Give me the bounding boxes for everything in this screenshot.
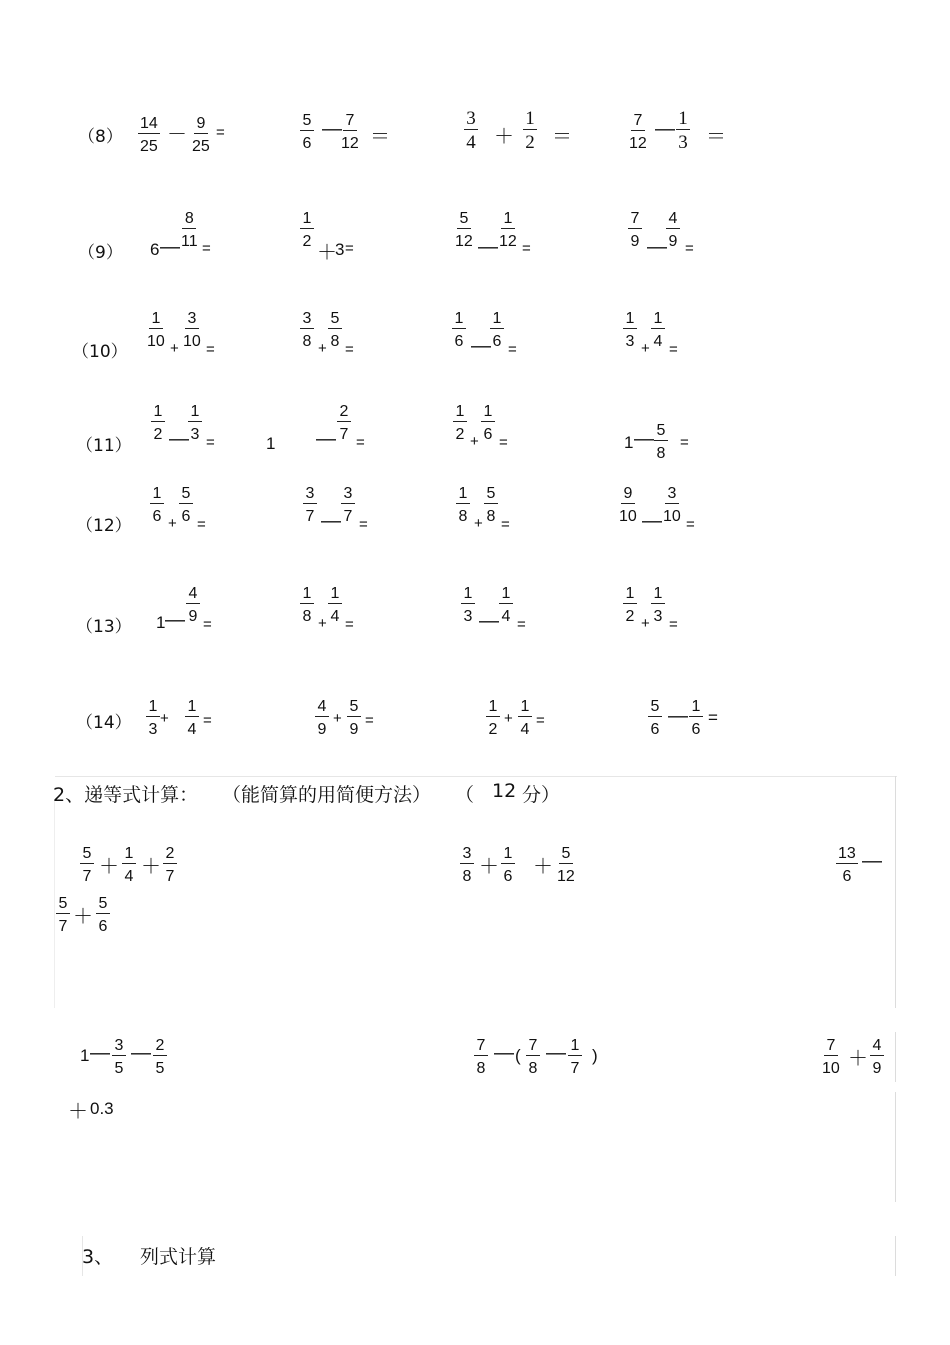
right-paren: ) xyxy=(592,1046,598,1065)
section-title: 列式计算 xyxy=(140,1246,217,1268)
denominator: 6 xyxy=(650,721,660,738)
denominator: 4 xyxy=(520,721,530,738)
numerator: 1 xyxy=(501,845,515,864)
denominator: 6 xyxy=(152,508,162,525)
numerator: 1 xyxy=(623,585,637,604)
denominator: 4 xyxy=(501,608,511,625)
numerator: 5 xyxy=(654,422,668,441)
denominator: 12 xyxy=(341,135,359,152)
operator: — xyxy=(316,428,336,450)
decimal-number: 0.3 xyxy=(90,1099,114,1118)
equals-sign: = xyxy=(680,434,689,451)
numerator: 7 xyxy=(628,210,642,229)
operator: + xyxy=(470,433,479,450)
operator: — xyxy=(668,705,688,727)
denominator: 3 xyxy=(625,333,635,350)
denominator: 4 xyxy=(466,132,476,153)
numerator: 5 xyxy=(80,845,94,864)
numerator: 1 xyxy=(328,585,342,604)
denominator: 10 xyxy=(183,333,201,350)
numerator: 3 xyxy=(303,485,317,504)
equals-sign: = xyxy=(517,616,526,633)
operator: + xyxy=(168,515,177,532)
operator: ＋ xyxy=(99,856,119,878)
equals-sign: = xyxy=(536,712,545,729)
numerator: 1 xyxy=(676,110,690,130)
denominator: 2 xyxy=(525,132,535,153)
denominator: 6 xyxy=(483,426,493,443)
numerator: 1 xyxy=(452,310,466,329)
numerator: 5 xyxy=(347,698,361,717)
section-note: （能简算的用简便方法） xyxy=(222,784,432,806)
operator: — xyxy=(90,1042,110,1064)
numerator: 3 xyxy=(112,1037,126,1056)
whole-number: 6 xyxy=(150,240,160,259)
operator: — xyxy=(479,610,499,632)
numerator: 1 xyxy=(150,485,164,504)
denominator: 5 xyxy=(155,1060,165,1077)
operator: — xyxy=(321,510,341,532)
numerator: 5 xyxy=(457,210,471,229)
denominator: 12 xyxy=(499,233,517,250)
denominator: 4 xyxy=(187,721,197,738)
denominator: 9 xyxy=(630,233,640,250)
equals-sign: = xyxy=(708,708,718,727)
numerator: 7 xyxy=(343,112,357,131)
operator: — xyxy=(655,118,675,140)
numerator: 1 xyxy=(151,403,165,422)
equals-sign: = xyxy=(685,240,694,257)
score-points: 12 xyxy=(492,780,517,802)
equals-sign: = xyxy=(365,712,374,729)
equals-sign: = xyxy=(202,240,211,257)
operator: － xyxy=(167,124,187,146)
denominator: 3 xyxy=(653,608,663,625)
numerator: 1 xyxy=(300,585,314,604)
numerator: 5 xyxy=(179,485,193,504)
numerator: 14 xyxy=(140,115,158,132)
whole-number: 1 xyxy=(80,1046,90,1065)
numerator: 1 xyxy=(518,698,532,717)
whole-number: 1 xyxy=(624,433,634,452)
operator: + xyxy=(641,340,650,357)
operator: + xyxy=(641,615,650,632)
operator: — xyxy=(131,1042,151,1064)
equals-sign: ＝ xyxy=(552,126,572,148)
whole-number: 1 xyxy=(266,434,276,453)
equals-sign: = xyxy=(508,341,517,358)
numerator: 2 xyxy=(337,403,351,422)
numerator: 3 xyxy=(460,845,474,864)
operator: — xyxy=(546,1042,566,1064)
operator: + xyxy=(504,710,513,727)
numerator: 3 xyxy=(185,310,199,329)
equals-sign: = xyxy=(522,240,531,257)
numerator: 7 xyxy=(526,1037,540,1056)
equals-sign: = xyxy=(686,516,695,533)
numerator: 1 xyxy=(523,110,537,130)
denominator: 10 xyxy=(663,508,681,525)
denominator: 2 xyxy=(488,721,498,738)
equals-sign: = xyxy=(197,516,206,533)
equals-sign: = xyxy=(203,616,212,633)
operator: + xyxy=(318,340,327,357)
operator: — xyxy=(642,510,662,532)
operator: + xyxy=(333,710,342,727)
numerator: 1 xyxy=(300,210,314,229)
denominator: 12 xyxy=(629,135,647,152)
denominator: 9 xyxy=(349,721,359,738)
denominator: 4 xyxy=(653,333,663,350)
equals-sign: = xyxy=(501,516,510,533)
operator: — xyxy=(647,236,667,258)
whole-number: 3 xyxy=(335,240,345,259)
operator: — xyxy=(478,236,498,258)
right-border xyxy=(895,1032,896,1082)
numerator: 1 xyxy=(461,585,475,604)
denominator: 5 xyxy=(114,1060,124,1077)
equals-sign: = xyxy=(206,434,215,451)
denominator: 8 xyxy=(302,608,312,625)
problem-label-12: （12） xyxy=(76,516,132,536)
denominator: 9 xyxy=(872,1060,882,1077)
operator: — xyxy=(165,609,185,631)
operator: + xyxy=(160,710,169,727)
operator: — xyxy=(169,428,189,450)
numerator: 1 xyxy=(481,403,495,422)
numerator: 5 xyxy=(328,310,342,329)
numerator: 1 xyxy=(623,310,637,329)
operator: + xyxy=(474,515,483,532)
numerator: 4 xyxy=(666,210,680,229)
equals-sign: = xyxy=(669,616,678,633)
score-open: （ xyxy=(455,784,475,806)
denominator: 8 xyxy=(656,445,666,462)
equals-sign: = xyxy=(499,434,508,451)
numerator: 3 xyxy=(464,110,478,130)
equals-sign: = xyxy=(345,240,354,257)
numerator: 1 xyxy=(490,310,504,329)
numerator: 1 xyxy=(122,845,136,864)
equals-sign: = xyxy=(203,712,212,729)
denominator: 6 xyxy=(503,868,513,885)
numerator: 1 xyxy=(568,1037,582,1056)
score-unit: 分） xyxy=(522,784,561,806)
denominator: 10 xyxy=(147,333,165,350)
right-border xyxy=(895,776,896,1008)
section-divider xyxy=(55,776,897,777)
denominator: 12 xyxy=(557,868,575,885)
numerator: 7 xyxy=(474,1037,488,1056)
numerator: 3 xyxy=(665,485,679,504)
numerator: 5 xyxy=(96,895,110,914)
operator: — xyxy=(160,236,180,258)
numerator: 7 xyxy=(631,112,645,131)
numerator: 1 xyxy=(453,403,467,422)
operator: ＋ xyxy=(848,1048,868,1070)
operator: ＋ xyxy=(479,856,499,878)
numerator: 2 xyxy=(163,845,177,864)
operator: ＋ xyxy=(73,906,93,928)
operator: — xyxy=(862,850,882,872)
section-title: 2、递等式计算： xyxy=(53,784,199,806)
left-border xyxy=(54,800,55,1008)
numerator: 9 xyxy=(621,485,635,504)
numerator: 1 xyxy=(149,310,163,329)
denominator: 2 xyxy=(455,426,465,443)
numerator: 2 xyxy=(153,1037,167,1056)
operator: — xyxy=(634,428,654,450)
numerator: 4 xyxy=(186,585,200,604)
numerator: 1 xyxy=(689,698,703,717)
problem-label-9: （9） xyxy=(78,243,123,263)
equals-sign: = xyxy=(216,124,225,141)
numerator: 4 xyxy=(315,698,329,717)
equals-sign: = xyxy=(345,616,354,633)
denominator: 8 xyxy=(462,868,472,885)
numerator: 1 xyxy=(501,210,515,229)
operator: — xyxy=(471,335,491,357)
denominator: 6 xyxy=(98,918,108,935)
numerator: 5 xyxy=(56,895,70,914)
denominator: 7 xyxy=(570,1060,580,1077)
denominator: 6 xyxy=(691,721,701,738)
numerator: 1 xyxy=(456,485,470,504)
problem-label-8: （8） xyxy=(78,127,123,147)
equals-sign: = xyxy=(345,341,354,358)
equals-sign: = xyxy=(206,341,215,358)
right-border xyxy=(895,1092,896,1202)
denominator: 8 xyxy=(528,1060,538,1077)
operator: + xyxy=(170,340,179,357)
numerator: 1 xyxy=(185,698,199,717)
denominator: 11 xyxy=(181,233,198,250)
numerator: 5 xyxy=(648,698,662,717)
denominator: 10 xyxy=(619,508,637,525)
denominator: 2 xyxy=(302,233,312,250)
denominator: 6 xyxy=(842,868,852,885)
denominator: 6 xyxy=(454,333,464,350)
operator: ＋ xyxy=(141,856,161,878)
numerator: 1 xyxy=(499,585,513,604)
whole-number: 1 xyxy=(156,613,166,632)
operator: ＋ xyxy=(494,126,514,148)
denominator: 6 xyxy=(181,508,191,525)
left-paren: ( xyxy=(515,1046,521,1065)
operator: ＋ xyxy=(533,856,553,878)
numerator: 13 xyxy=(838,845,856,862)
equals-sign: ＝ xyxy=(706,126,726,148)
equals-sign: = xyxy=(356,434,365,451)
denominator: 9 xyxy=(188,608,198,625)
denominator: 9 xyxy=(668,233,678,250)
denominator: 2 xyxy=(625,608,635,625)
right-border xyxy=(895,1236,896,1276)
section-number: 3、 xyxy=(82,1246,114,1268)
denominator: 7 xyxy=(343,508,353,525)
numerator: 1 xyxy=(651,585,665,604)
operator: ＋ xyxy=(317,242,337,264)
denominator: 8 xyxy=(486,508,496,525)
denominator: 8 xyxy=(458,508,468,525)
numerator: 1 xyxy=(651,310,665,329)
denominator: 6 xyxy=(302,135,312,152)
problem-label-14: （14） xyxy=(76,713,132,733)
denominator: 3 xyxy=(148,721,158,738)
numerator: 3 xyxy=(300,310,314,329)
denominator: 7 xyxy=(305,508,315,525)
denominator: 12 xyxy=(455,233,473,250)
denominator: 3 xyxy=(463,608,473,625)
operator: + xyxy=(318,615,327,632)
denominator: 7 xyxy=(58,918,68,935)
denominator: 25 xyxy=(192,138,210,155)
denominator: 4 xyxy=(124,868,134,885)
numerator: 1 xyxy=(188,403,202,422)
equals-sign: ＝ xyxy=(370,126,390,148)
denominator: 8 xyxy=(476,1060,486,1077)
numerator: 7 xyxy=(824,1037,838,1056)
problem-label-13: （13） xyxy=(76,617,132,637)
equals-sign: = xyxy=(359,516,368,533)
denominator: 4 xyxy=(330,608,340,625)
numerator: 5 xyxy=(484,485,498,504)
denominator: 3 xyxy=(678,132,688,153)
denominator: 8 xyxy=(302,333,312,350)
numerator: 1 xyxy=(146,698,160,717)
numerator: 5 xyxy=(559,845,573,864)
operator: — xyxy=(322,118,342,140)
operator: — xyxy=(494,1042,514,1064)
denominator: 7 xyxy=(82,868,92,885)
denominator: 25 xyxy=(140,138,158,155)
problem-label-11: （11） xyxy=(76,436,132,456)
numerator: 8 xyxy=(182,210,196,229)
denominator: 6 xyxy=(492,333,502,350)
numerator: 5 xyxy=(300,112,314,131)
numerator: 9 xyxy=(194,115,208,134)
denominator: 2 xyxy=(153,426,163,443)
numerator: 1 xyxy=(486,698,500,717)
denominator: 8 xyxy=(330,333,340,350)
denominator: 9 xyxy=(317,721,327,738)
denominator: 7 xyxy=(165,868,175,885)
denominator: 7 xyxy=(339,426,349,443)
operator: ＋ xyxy=(68,1101,88,1123)
numerator: 3 xyxy=(341,485,355,504)
denominator: 10 xyxy=(822,1060,840,1077)
equals-sign: = xyxy=(669,341,678,358)
problem-label-10: （10） xyxy=(72,342,128,362)
denominator: 3 xyxy=(190,426,200,443)
numerator: 4 xyxy=(870,1037,884,1056)
